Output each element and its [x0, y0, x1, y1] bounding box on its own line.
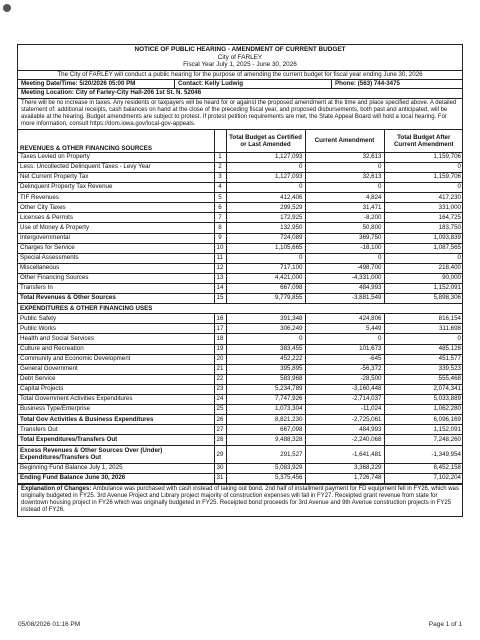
row-number: 19	[214, 344, 226, 354]
row-number: 25	[214, 405, 226, 415]
row-label: Use of Money & Property	[18, 223, 214, 233]
row-label: Other Financing Sources	[18, 273, 214, 283]
value-certified: 5,375,456	[226, 473, 305, 483]
table-row	[18, 193, 463, 203]
row-number: 7	[214, 213, 226, 223]
value-after: 0	[384, 183, 463, 193]
row-label: Public Safety	[18, 314, 214, 324]
row-number: 11	[214, 253, 226, 263]
table-row	[18, 334, 463, 344]
table-row	[18, 152, 463, 162]
value-amendment: -8,200	[305, 213, 384, 223]
row-label: Total Gov Activities & Business Expenditures	[18, 415, 214, 425]
row-label: Transfers In	[18, 284, 214, 294]
value-amendment: 101,673	[305, 344, 384, 354]
row-number: 6	[214, 203, 226, 213]
row-label: Capital Projects	[18, 384, 214, 394]
value-amendment: 369,750	[305, 233, 384, 243]
table-row	[18, 223, 463, 233]
row-label: Business Type/Enterprise	[18, 405, 214, 415]
row-number: 26	[214, 415, 226, 425]
row-number: 20	[214, 354, 226, 364]
value-after: 311,698	[384, 324, 463, 334]
row-label: TIF Revenues	[18, 193, 214, 203]
value-amendment: -11,024	[305, 405, 384, 415]
explanation-text: Ambulance was purchased with cash instead of taking out bond. 2nd half of installment payment for FD equipment fell in FY26, which was originally budgeted in FY25. 3rd Avenue Project and Library project majority of construction expenses will fall in FY27. Receipted grant revenue from state for downtown housing project in FY26 which was originally budgeted in FY25. Receipted bond proceeds for 3rd Avenue and 9th Avenue construction projects in FY25 instead of FY26.	[21, 485, 459, 513]
value-after: 1,087,565	[384, 243, 463, 253]
hearing-purpose: The City of FARLEY will conduct a public hearing for the purpose of amending the current budget for fiscal year ending June 30, 2026	[18, 71, 462, 80]
value-certified: 1,127,093	[226, 172, 305, 182]
table-row	[18, 435, 463, 445]
value-amendment: 32,613	[305, 172, 384, 182]
meeting-datetime: Meeting Date/Time: 5/20/2026 05:00 PM	[18, 80, 175, 89]
value-certified: 306,249	[226, 324, 305, 334]
row-label: Taxes Levied on Property	[18, 152, 214, 162]
value-after: 451,577	[384, 354, 463, 364]
table-row	[18, 233, 463, 243]
value-after: 0	[384, 162, 463, 172]
table-row	[18, 415, 463, 425]
value-after: 331,000	[384, 203, 463, 213]
value-certified: 0	[226, 162, 305, 172]
table-row	[18, 172, 463, 182]
value-amendment: 0	[305, 162, 384, 172]
value-certified: 5,083,929	[226, 463, 305, 473]
table-row	[18, 314, 463, 324]
value-after: 417,230	[384, 193, 463, 203]
value-after: 816,154	[384, 314, 463, 324]
value-after: 0	[384, 334, 463, 344]
table-row	[18, 463, 463, 473]
meeting-phone: Phone: (563) 744-3475	[335, 79, 400, 87]
table-row	[18, 354, 463, 364]
row-label: Beginning Fund Balance July 1, 2025	[18, 463, 214, 473]
row-number: 23	[214, 384, 226, 394]
table-row	[18, 364, 463, 374]
section-header-expenditures: EXPENDITURES & OTHER FINANCING USES	[18, 304, 463, 314]
value-certified: 7,747,926	[226, 395, 305, 405]
value-certified: 0	[226, 334, 305, 344]
value-certified: 4,421,000	[226, 273, 305, 283]
value-certified: 9,488,328	[226, 435, 305, 445]
row-label: Ending Fund Balance June 30, 2026	[18, 473, 214, 483]
table-row	[18, 344, 463, 354]
table-header-row	[18, 130, 463, 153]
value-certified: 0	[226, 183, 305, 193]
value-amendment: 0	[305, 253, 384, 263]
value-amendment: 3,368,229	[305, 463, 384, 473]
value-after: 339,523	[384, 364, 463, 374]
value-amendment: -498,700	[305, 263, 384, 273]
row-number: 30	[214, 463, 226, 473]
value-after: 218,400	[384, 263, 463, 273]
value-amendment: -18,100	[305, 243, 384, 253]
notice-header	[18, 45, 462, 71]
explanation-of-changes	[18, 484, 462, 516]
row-label: Licenses & Permits	[18, 213, 214, 223]
table-row	[18, 253, 463, 263]
value-certified: 391,348	[226, 314, 305, 324]
row-label: Excess Revenues & Other Sources Over (Under) Expenditures/Transfers Out	[18, 445, 214, 463]
meeting-location: Meeting Location: City of Farley-City Hall-206 1st St. N. 52046	[18, 89, 462, 99]
value-certified: 0	[226, 253, 305, 263]
table-row	[18, 473, 463, 483]
row-label: Culture and Recreation	[18, 344, 214, 354]
value-certified: 452,222	[226, 354, 305, 364]
row-number: 5	[214, 193, 226, 203]
row-number: 2	[214, 162, 226, 172]
value-amendment: 31,471	[305, 203, 384, 213]
value-after: 90,000	[384, 273, 463, 283]
value-after: 183,750	[384, 223, 463, 233]
row-number: 1	[214, 152, 226, 162]
num-header	[214, 130, 226, 153]
row-label: Charges for Service	[18, 243, 214, 253]
value-certified: 9,779,855	[226, 294, 305, 304]
value-certified: 383,455	[226, 344, 305, 354]
value-amendment: 5,449	[305, 324, 384, 334]
row-number: 9	[214, 233, 226, 243]
value-after: 5,898,306	[384, 294, 463, 304]
row-number: 14	[214, 284, 226, 294]
row-label: Health and Social Services	[18, 334, 214, 344]
value-amendment: 424,806	[305, 314, 384, 324]
value-after: 1,152,091	[384, 284, 463, 294]
value-amendment: -1,641,481	[305, 445, 384, 463]
value-certified: 172,925	[226, 213, 305, 223]
table-row	[18, 243, 463, 253]
meeting-info-row	[18, 80, 462, 90]
scan-mark	[3, 4, 11, 12]
row-number: 15	[214, 294, 226, 304]
value-certified: 1,127,093	[226, 152, 305, 162]
table-row	[18, 384, 463, 394]
value-amendment: -2,714,037	[305, 395, 384, 405]
value-after: 6,096,169	[384, 415, 463, 425]
row-number: 31	[214, 473, 226, 483]
row-number: 10	[214, 243, 226, 253]
value-after: 1,093,839	[384, 233, 463, 243]
col-header-certified: Total Budget as Certified or Last Amended	[226, 130, 305, 153]
value-certified: 291,527	[226, 445, 305, 463]
row-number: 4	[214, 183, 226, 193]
page-number: Page 1 of 1	[428, 621, 462, 628]
table-row	[18, 445, 463, 463]
row-number: 17	[214, 324, 226, 334]
value-after: 7,248,260	[384, 435, 463, 445]
table-row	[18, 162, 463, 172]
section-header-revenues: REVENUES & OTHER FINANCING SOURCES	[18, 130, 214, 153]
row-number: 27	[214, 425, 226, 435]
row-label: Public Works	[18, 324, 214, 334]
value-certified: 132,950	[226, 223, 305, 233]
row-label: Total Revenues & Other Sources	[18, 294, 214, 304]
value-after: 555,468	[384, 374, 463, 384]
value-after: -1,349,954	[384, 445, 463, 463]
value-amendment: -28,500	[305, 374, 384, 384]
value-amendment: -2,725,061	[305, 415, 384, 425]
value-amendment: 0	[305, 334, 384, 344]
value-amendment: -3,881,549	[305, 294, 384, 304]
value-certified: 1,105,665	[226, 243, 305, 253]
row-label: Special Assessments	[18, 253, 214, 263]
row-label: Other City Taxes	[18, 203, 214, 213]
value-amendment: -4,331,000	[305, 273, 384, 283]
value-after: 1,159,706	[384, 172, 463, 182]
value-certified: 412,406	[226, 193, 305, 203]
fiscal-year: Fiscal Year July 1, 2025 - June 30, 2026	[183, 61, 297, 69]
row-number: 16	[214, 314, 226, 324]
value-after: 1,062,280	[384, 405, 463, 415]
row-number: 28	[214, 435, 226, 445]
row-label: Delinquent Property Tax Revenue	[18, 183, 214, 193]
table-row	[18, 183, 463, 193]
value-amendment: -645	[305, 354, 384, 364]
table-row	[18, 405, 463, 415]
table-row	[18, 374, 463, 384]
table-row	[18, 284, 463, 294]
row-number: 18	[214, 334, 226, 344]
value-amendment: -2,240,068	[305, 435, 384, 445]
value-after: 1,159,706	[384, 152, 463, 162]
budget-table	[18, 130, 463, 484]
row-label: Net Current Property Tax	[18, 172, 214, 182]
value-amendment: 4,824	[305, 193, 384, 203]
value-after: 164,725	[384, 213, 463, 223]
value-after: 5,033,889	[384, 395, 463, 405]
col-header-amendment: Current Amendment	[305, 130, 384, 153]
row-label: Transfers Out	[18, 425, 214, 435]
row-label: Miscellaneous	[18, 263, 214, 273]
row-label: Total Expenditures/Transfers Out	[18, 435, 214, 445]
value-certified: 667,098	[226, 284, 305, 294]
value-certified: 299,529	[226, 203, 305, 213]
value-certified: 583,968	[226, 374, 305, 384]
table-row	[18, 203, 463, 213]
row-label: General Government	[18, 364, 214, 374]
row-label: Less: Uncollected Delinquent Taxes - Levy Year	[18, 162, 214, 172]
value-after: 8,452,158	[384, 463, 463, 473]
explanation-label: Explanation of Changes:	[21, 485, 92, 492]
city-name: City of FARLEY	[217, 53, 263, 61]
table-row	[18, 324, 463, 334]
notice-title: NOTICE OF PUBLIC HEARING - AMENDMENT OF CURRENT BUDGET	[134, 46, 346, 53]
row-number: 21	[214, 364, 226, 374]
row-number: 12	[214, 263, 226, 273]
value-after: 2,074,341	[384, 384, 463, 394]
row-number: 29	[214, 445, 226, 463]
value-after: 7,102,204	[384, 473, 463, 483]
row-label: Total Government Activities Expenditures	[18, 395, 214, 405]
section-header-row	[18, 304, 463, 314]
row-label: Intergovernmental	[18, 233, 214, 243]
row-number: 13	[214, 273, 226, 283]
value-amendment: 32,613	[305, 152, 384, 162]
value-certified: 5,234,789	[226, 384, 305, 394]
value-amendment: 1,726,748	[305, 473, 384, 483]
value-amendment: 0	[305, 183, 384, 193]
value-after: 485,128	[384, 344, 463, 354]
value-certified: 717,100	[226, 263, 305, 273]
row-number: 22	[214, 374, 226, 384]
value-certified: 667,098	[226, 425, 305, 435]
value-certified: 724,089	[226, 233, 305, 243]
table-row	[18, 395, 463, 405]
table-row	[18, 263, 463, 273]
row-label: Community and Economic Development	[18, 354, 214, 364]
value-certified: 1,073,304	[226, 405, 305, 415]
print-timestamp: 05/08/2026 01:16 PM	[18, 621, 81, 628]
table-row	[18, 273, 463, 283]
table-row	[18, 425, 463, 435]
budget-notice-document	[17, 44, 463, 517]
value-certified: 395,895	[226, 364, 305, 374]
value-certified: 8,821,230	[226, 415, 305, 425]
value-after: 1,152,091	[384, 425, 463, 435]
value-amendment: -3,160,448	[305, 384, 384, 394]
row-label: Debt Service	[18, 374, 214, 384]
row-number: 8	[214, 223, 226, 233]
table-row	[18, 213, 463, 223]
value-after: 0	[384, 253, 463, 263]
value-amendment: 484,993	[305, 425, 384, 435]
meeting-contact: Contact: Kelly Ludwig	[175, 80, 332, 89]
row-number: 24	[214, 395, 226, 405]
budget-table-body	[18, 152, 463, 483]
col-header-after: Total Budget After Current Amendment	[384, 130, 463, 153]
value-amendment: 484,993	[305, 284, 384, 294]
notice-paragraph: There will be no increase in taxes. Any residents or taxpayers will be heard for or against the proposed amendment at the time and place specified above. A detailed statement of: additional receipts, cash balances on hand at the close of the preceding fiscal year, and proposed disbursements, both past and anticipated, will be available at the hearing. Budget amendments are subject to protest. If protest petition requirements are met, the State Appeal Board will hold a local hearing. For more information, consult https://dom.iowa.gov/local-gov-appeals.	[18, 99, 462, 130]
value-amendment: -56,372	[305, 364, 384, 374]
row-number: 3	[214, 172, 226, 182]
table-row	[18, 294, 463, 304]
value-amendment: 50,800	[305, 223, 384, 233]
